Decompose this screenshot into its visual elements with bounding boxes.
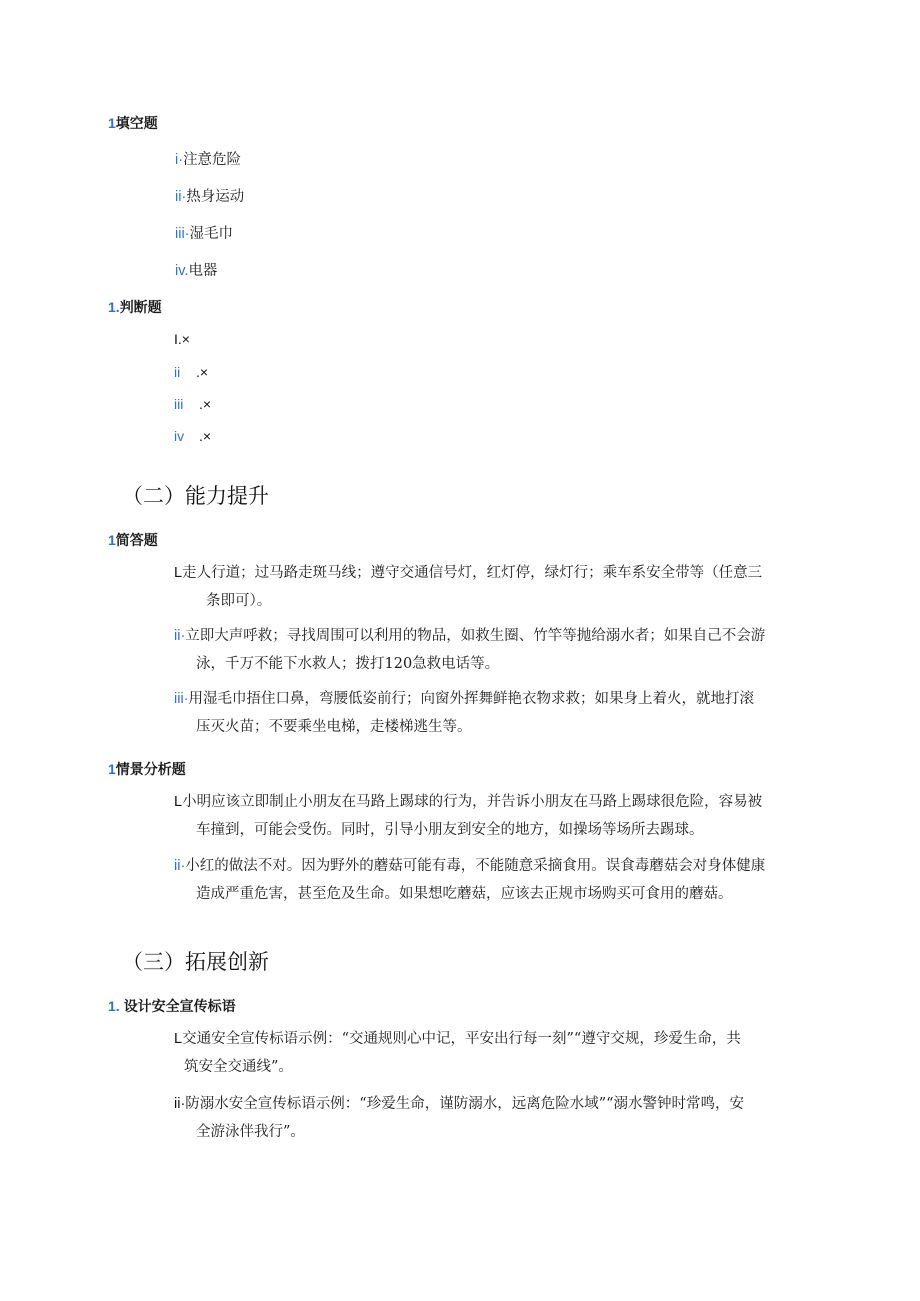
item-number: iii· xyxy=(174,691,189,707)
scenario-heading xyxy=(108,759,186,779)
slogan-answer-1 xyxy=(174,1025,741,1081)
short-answer-3 xyxy=(174,685,754,741)
item-number: ii· xyxy=(175,189,187,205)
item-number: i· xyxy=(175,152,184,168)
item-number: L xyxy=(174,565,183,581)
answer-line: 交通安全宣传标语示例：“交通规则心中记，平安出行每一刻”“遵守交规，珍爱生命，共 xyxy=(182,1031,741,1047)
fill-blank-number: 1 xyxy=(108,115,116,131)
true-false-answer-4 xyxy=(174,428,211,444)
slogan-answer-2 xyxy=(174,1090,744,1146)
scenario-number: 1 xyxy=(108,761,116,777)
scenario-answer-1 xyxy=(174,788,762,844)
answer-line: 小红的做法不对。因为野外的蘑菇可能有毒，不能随意采摘食用。误食毒蘑菇会对身体健康 xyxy=(185,858,766,874)
fill-blank-answer-4 xyxy=(175,259,217,280)
answer-text: 热身运动 xyxy=(186,189,245,205)
item-number: iii xyxy=(174,396,184,412)
item-number: ii· xyxy=(174,1096,186,1112)
item-number: iv xyxy=(174,428,185,444)
section-2-title: （二）能力提升 xyxy=(122,484,269,508)
answer-line: 车撞到，可能会受伤。同时，引导小朋友到安全的地方，如操场等场所去踢球。 xyxy=(196,822,704,838)
answer-line: 条即可）。 xyxy=(206,593,272,609)
true-false-answer-1 xyxy=(174,331,190,347)
answer-line: 泳，千万不能下水救人；拨打120急救电话等。 xyxy=(196,656,500,672)
item-number: ii· xyxy=(174,628,186,644)
true-false-title: 判断题 xyxy=(119,300,162,316)
true-false-answer-2 xyxy=(174,364,208,380)
fill-blank-answer-1 xyxy=(175,148,241,169)
short-answer-heading xyxy=(108,530,158,550)
answer-line: 防溺水安全宣传标语示例：“珍爱生命，谨防溺水，远离危险水域”“溺水警钟时常鸣，安 xyxy=(185,1096,745,1112)
fill-blank-title: 填空题 xyxy=(115,116,158,132)
cross-mark: .× xyxy=(199,428,212,444)
short-answer-title: 简答题 xyxy=(115,533,158,549)
answer-line: 造成严重危害，甚至危及生命。如果想吃蘑菇，应该去正规市场购买可食用的蘑菇。 xyxy=(196,886,733,902)
slogan-heading xyxy=(108,996,236,1016)
item-number: I. xyxy=(174,331,182,347)
answer-line: 立即大声呼救；寻找周围可以利用的物品，如救生圈、竹竿等抛给溺水者；如果自己不会游 xyxy=(185,628,766,644)
item-number: L xyxy=(174,794,183,810)
scenario-answer-2 xyxy=(174,852,765,908)
slogan-number: 1. xyxy=(108,998,120,1014)
answer-line: 筑安全交通线”。 xyxy=(184,1059,293,1075)
fill-blank-answer-3 xyxy=(175,222,233,243)
cross-mark: × xyxy=(181,331,190,347)
cross-mark: .× xyxy=(199,396,212,412)
answer-line: 压灭火苗；不要乘坐电梯，走楼梯逃生等。 xyxy=(196,719,472,735)
short-answer-number: 1 xyxy=(108,532,116,548)
answer-text: 注意危险 xyxy=(183,152,242,168)
cross-mark: .× xyxy=(196,364,209,380)
answer-line: 用湿毛巾捂住口鼻，弯腰低姿前行；向窗外挥舞鲜艳衣物求救；如果身上着火，就地打滚 xyxy=(188,691,754,707)
fill-blank-answer-2 xyxy=(175,185,244,206)
true-false-number: 1. xyxy=(108,299,120,315)
answer-text: 湿毛巾 xyxy=(189,226,233,242)
short-answer-2 xyxy=(174,622,765,678)
answer-line: 走人行道；过马路走斑马线；遵守交通信号灯，红灯停，绿灯行；乘车系安全带等（任意三 xyxy=(182,565,763,581)
answer-text: 电器 xyxy=(188,263,218,279)
true-false-heading xyxy=(108,297,162,317)
scenario-title: 情景分析题 xyxy=(115,762,186,778)
short-answer-1 xyxy=(174,559,762,615)
item-number: ii xyxy=(174,364,181,380)
slogan-title: 设计安全宣传标语 xyxy=(123,999,236,1015)
section-3-title: （三）拓展创新 xyxy=(122,950,269,974)
item-number: ii· xyxy=(174,858,186,874)
answer-line: 小明应该立即制止小朋友在马路上踢球的行为，并告诉小朋友在马路上踢球很危险，容易被 xyxy=(182,794,763,810)
true-false-answer-3 xyxy=(174,396,211,412)
fill-blank-heading xyxy=(108,113,158,133)
item-number: L xyxy=(174,1031,183,1047)
answer-line: 全游泳伴我行”。 xyxy=(196,1124,305,1140)
item-number: iii· xyxy=(175,226,190,242)
item-number: iv. xyxy=(175,263,189,279)
